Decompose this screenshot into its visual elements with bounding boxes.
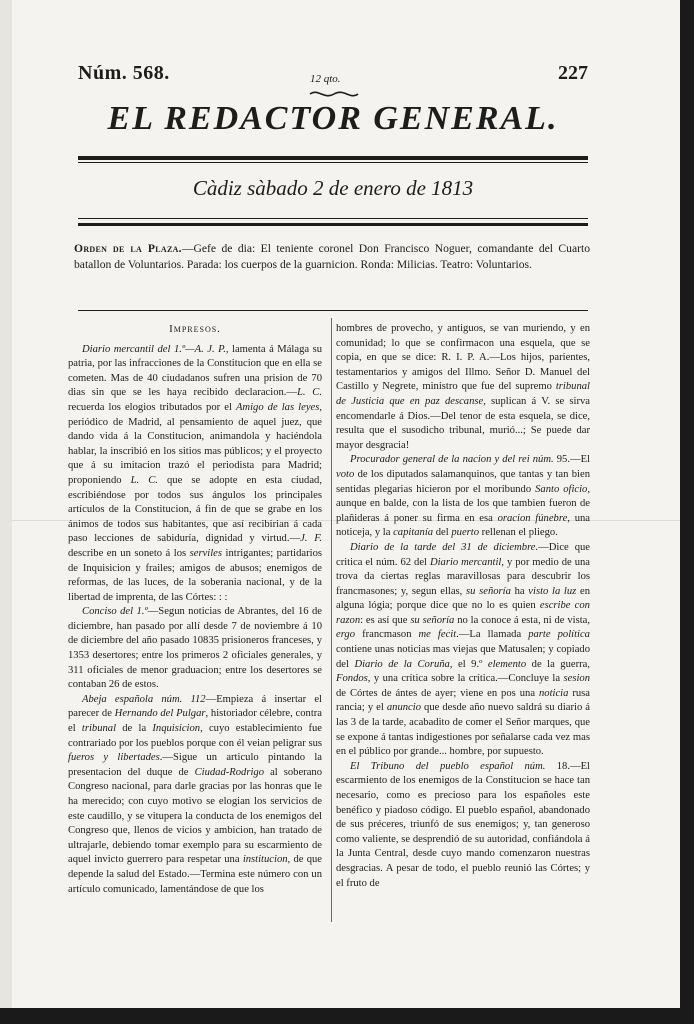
article-procurador-general: Procurador general de la nacion y del rei núm. 95.—El voto de los diputados salamanquinos, que tantas y tan bien sentidas plegarias hicieron por el moribundo Santo oficio, aunque en balde, con la lista de los que tambien fueron de plañideras á poner su firma en esa oracion fúnebre, una noticeja, y la capitanía del puerto rellenan el pliego.	[336, 454, 590, 539]
page-number: 227	[558, 62, 588, 84]
flourish-ornament	[308, 88, 360, 100]
column-divider	[331, 318, 332, 922]
format-note: 12 qto.	[310, 73, 341, 85]
right-column	[336, 322, 590, 922]
page-edge	[0, 0, 12, 1008]
dateline: Càdiz sàbado 2 de enero de 1813	[192, 176, 474, 200]
issue-number: Núm. 568.	[78, 62, 170, 84]
newspaper-title: EL REDACTOR GENERAL.	[107, 100, 559, 137]
article-abeja-espanola: Abeja española núm. 112—Empieza á insertar el parecer de Hernando del Pulgar, historiador célebre, contra el tribunal de la Inquisicion, cuyo establecimiento fue contrariado por los pueblos porque con él veian peligrar sus fueros y libertades.—Sigue un articulo pintando la presentacion del duque de Ciudad-Rodrigo al soberano Congreso nacional, para darle gracias por las honras que le ha merecido; con cuyo motivo se elogian los servicios de este caudillo, y se vitupera la conducta de los enemigos del Congreso que, llenos de vicios y ambicion, han tratado de ultrajarle, debiendo tomar exemplo para su escarmiento de aquel invicto guerrero para respetar una institucion, de que depende la salud del Estado.—Termina este número con un artículo comunicado, lamentándose de que los	[68, 693, 322, 895]
article-continuation: hombres de provecho, y antiguos, se van muriendo, y en comunidad; lo que se confirmacon una esquela, que se copia, en que se dice: R. I. P. A.—Los hijos, parientes, testamentarios y amigos del Illmo. Señor D. Manuel del Castillo y Negrete, ministro que fue del supremo tribunal de Justicia que en paz descanse, suplican á V. se sirva encomendarle á Dios.—Del tenor de esta esquela, se dice, resulta que el susodicho tribunal, murió...; Se puede dar mayor desgracia!	[336, 323, 590, 451]
section-heading: Impresos.	[169, 323, 221, 335]
article-diario-de-la-tarde: Diario de la tarde del 31 de diciembre.—Dice que critica el núm. 62 del Diario mercantil, y por medio de una trova da ciertas reglas maravillosas para descubrir los francmasones; y, segun ellas, su señoría ha visto la luz en alguna lógia; porque dice que no lo es quien escribe con razon: es así que su señoría no la conoce á esta, ni de vista, ergo francmason me fecit.—La llamada parte política contiene unas noticias mas viejas que Matusalen; y copiado del Diario de la Coruña, el 9.º elemento de la guerra, Fondos, y una crítica sobre la crítica.—Concluye la sesion de Córtes de ántes de ayer; viene en pos una noticia rusa rancia; y el anuncio que desde año nuevo saldrá su diario á las 3 de la tarde, acabadito de comer el Señor marques, que se expone á tantas indigestiones por señalarse cada vez mas en el público por grande... hombre, por supuesto.	[336, 541, 590, 758]
dateline-rule-thin	[78, 218, 588, 219]
orden-label: Orden de la Plaza.	[74, 242, 182, 255]
section-rule	[78, 310, 588, 311]
orden-de-la-plaza	[74, 241, 590, 272]
left-column	[68, 322, 322, 922]
dateline-rule-thick	[78, 223, 588, 226]
title-rule-thick	[78, 156, 588, 160]
orden-text: —Gefe de dia: El teniente coronel Don Francisco Noguer, comandante del Cuarto batallon de Voluntarios. Parada: los cuerpos de la guarnicion. Ronda: Milicias. Teatro: Voluntarios.	[74, 242, 590, 271]
article-diario-mercantil: Diario mercantil del 1.º—A. J. P., lamenta á Málaga su patria, por las infracciones de la Constitucion que en ella se cometen. Mas de 40 ciudadanos sufren una prision de 70 dias sin que se les haya recibido declaracion.—L. C. recuerda los elogios tributados por el Amigo de las leyes, periódico de Madrid, al pensamiento de aquel juez, que dando vida á la Constitucion, animandola y haciéndola hablar, la inscribió en los sitios mas públicos; y el proyecto que á su imitacion trazó el periodista para Madrid; proponiendo L. C. que se adopte en esta ciudad, escribiéndose por todos sus ángulos los principales artículos de la Constitucion, á fin de que se grabe en los ánimos de todos sus habitantes, que así recibirian á cada paso lecciones de sabiduría, dignidad y virtud.—J. F. describe en un soneto á los serviles intrigantes; partidarios de Inquisicion y frailes; amigos de abusos; enemigos de reformas, de las luces, de la soberania nacional, y de la libertad de imprenta, de las Córtes: : :	[68, 343, 322, 603]
article-conciso: Conciso del 1.º—Segun noticias de Abrantes, del 16 de diciembre, han pasado por allí desde 7 de noviembre á 10 de diciembre del año pasado 10835 prisioneros franceses, y 1353 desertores; entre los primeros 2 oficiales generales, y 311 oficiales de menor graduacion; entre los desertores se contaban 26 de estos.	[68, 606, 322, 691]
title-rule-thin	[78, 162, 588, 163]
article-tribuno-del-pueblo: El Tribuno del pueblo español núm. 18.—El escarmiento de los enemigos de la Constitucion se hace tan necesario, como es precioso para los españoles este benéfico y piadoso código. El pueblo español, abandonado de sus préceres, triunfó de sus enemigos; y, tan generoso como valiente, se desprendió de su autoridad, confiándola á la Junta Central, desde cuyo mando comenzaron nuestras desgracias. A pesar de todo, el pueblo reunió las Córtes; y el fruto de	[336, 760, 590, 889]
